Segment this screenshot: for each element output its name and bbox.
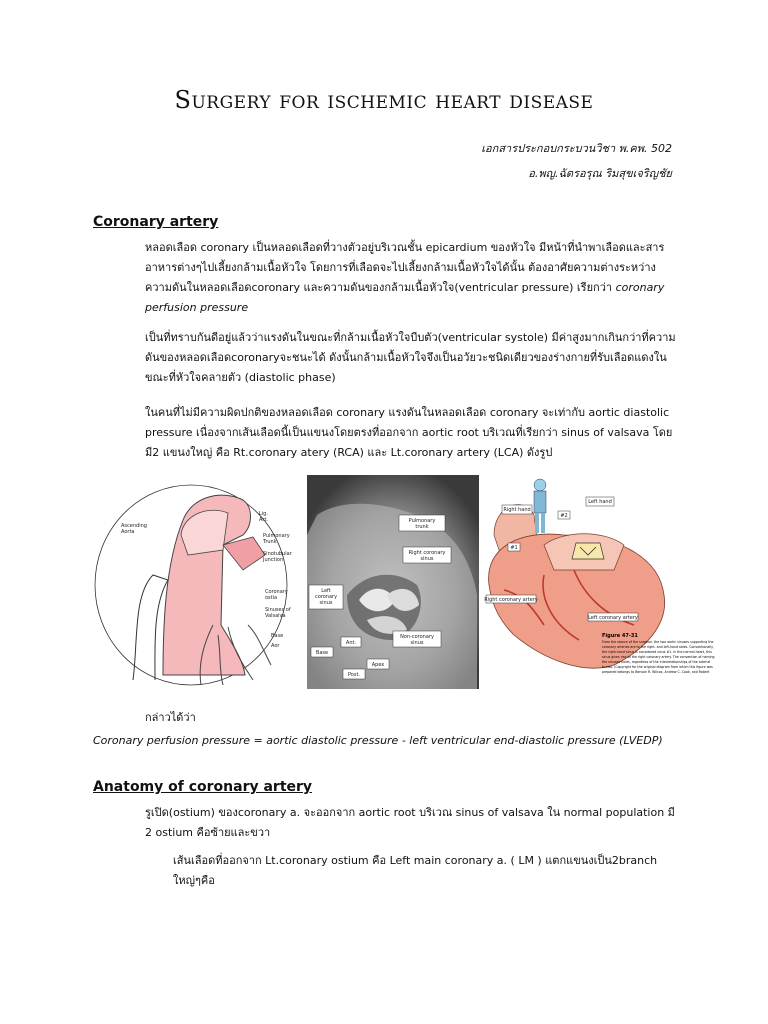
label-ant: Ant.: [345, 640, 357, 646]
aortic-root-diagram: [93, 475, 292, 689]
label-sinotubular: Sinotubular: [263, 551, 292, 557]
paragraph-text: เป็นที่ทราบกันดีอยู่แล้วว่าแรงดันในขณะที่กล้ามเนื้อหัวใจบีบตัว(ventricular systole) มีค่าสูงมากเกินกว่าที่ความดันของหลอดเลือดcoronaryจะชนะได้ ดังนั้นกล้ามเนื้อหัวใจจึงเป็นอวัยวะชนิดเดียวของร่างกายที่รับเลือดแดงในขณะที่หัวใจคลายตัว (diastolic phase): [145, 331, 676, 384]
caption-line: trunks. (Copyright for the original diagram from which this figure was: [602, 665, 713, 669]
label-trunk: trunk: [415, 524, 429, 530]
label-trunk: Trunk: [263, 539, 277, 545]
caption-line: prepared belongs to Benson R. Wilcox, Andrew C. Cook, and Robert: [602, 670, 710, 674]
paragraph-text: รูเปิด(ostium) ของcoronary a. จะออกจาก aortic root บริเวณ sinus of valsava ใน normal population มี 2 ostium คือซ้ายและขวา: [145, 806, 675, 839]
italic-term: coronary perfusion pressure: [145, 281, 665, 314]
label-right-hand: Right hand: [503, 507, 531, 513]
paragraph-text: กล่าวได้ว่า: [145, 711, 196, 724]
caption-line: the sinuses holds, regardless of the interrelationships of the arterial: [602, 660, 711, 664]
paragraph-aortic-pressure: [93, 403, 681, 463]
label-sinus-1: #1: [510, 545, 518, 551]
label-sinus: sinus: [420, 556, 434, 562]
label-post: Post.: [347, 672, 361, 678]
caption-line: coronary arteries are to the right- and left-hand sides. Conventionally,: [602, 645, 715, 649]
label-sinus-2: #2: [560, 513, 568, 519]
label-ascending: Ascending: [121, 523, 147, 529]
label-pulmonary: Pulmonary: [408, 518, 436, 524]
formula-line: Coronary perfusion pressure = aortic diastolic pressure - left ventricular end-diastolic pressure (LVEDP): [93, 734, 663, 747]
paragraph-text: ในคนที่ไม่มีความผิดปกติของหลอดเลือด coronary แรงดันในหลอดเลือด coronary จะเท่ากับ aortic diastolic pressure เนื่องจากเส้นเลือดนี้เป็นแขนงโดยตรงที่ออกจาก aortic root บริเวณที่เรียกว่า sinus of valsava โดยมี2 แขนงใหญ่ คือ Rt.coronary atery (RCA) และ Lt.coronary artery (LCA) ดังรูป: [145, 406, 673, 459]
caption-line: sinus gives rise to the right coronary artery. The convention of naming: [602, 655, 715, 659]
label-right-coronary: Right coronary: [408, 550, 446, 556]
label-left-hand: Left hand: [588, 499, 612, 505]
author-line: อ.พญ.ฉัตรอรุณ ริมสุขเจริญชัย: [528, 167, 672, 180]
label-aor: Aor: [271, 643, 280, 649]
figure-row: [93, 475, 715, 689]
document-title: Surgery for ischemic heart disease: [174, 86, 594, 114]
section-heading-coronary-artery: Coronary artery: [93, 214, 219, 230]
label-coronary: coronary: [314, 594, 338, 600]
label-non-coronary: Non-coronary: [400, 634, 434, 640]
label-junction: Junction: [263, 557, 284, 563]
label-right-coronary-artery: Right coronary artery: [484, 597, 538, 603]
figure-number: Figure 47-31: [602, 633, 638, 639]
course-document-line: เอกสารประกอบกระบวนวิชา พ.คพ. 502: [481, 142, 672, 155]
caption-line: the right-hand sinus is considered sinus #1. In the normal heart, this: [602, 650, 712, 654]
label-base: Base: [271, 633, 284, 639]
paragraph-text: เส้นเลือดที่ออกจาก Lt.coronary ostium คือ Left main coronary a. ( LM ) แตกแขนงเป็น2branch ใหญ่ๆคือ: [173, 854, 658, 887]
paragraph-said: [93, 708, 681, 728]
label-sinus: sinus: [410, 640, 424, 646]
label-lig: Lig.: [259, 511, 268, 517]
section-heading-anatomy: Anatomy of coronary artery: [93, 779, 313, 795]
label-ostia: ostia: [265, 595, 278, 601]
label-left: Left: [321, 588, 331, 594]
paragraph-ostium: [93, 803, 681, 843]
label-valsalva: Valsalva: [265, 613, 286, 619]
paragraph-systole: [93, 328, 681, 388]
label-sinus: sinus: [319, 600, 333, 606]
label-art: Art.: [259, 517, 269, 523]
label-aorta: Aorta: [121, 529, 135, 535]
paragraph-coronary-definition: [93, 238, 681, 318]
label-left-coronary-artery: Left coronary artery: [588, 615, 638, 621]
label-pulmonary: Pulmonary: [263, 533, 290, 539]
label-sinuses-of: Sinuses of: [265, 607, 291, 613]
label-coronary: Coronary: [265, 589, 288, 595]
paragraph-text: หลอดเลือด coronary เป็นหลอดเลือดที่วางตัวอยู่บริเวณชั้น epicardium ของหัวใจ มีหน้าที่นำพาเลือดและสารอาหารต่างๆไปเลี้ยงกล้ามเนื้อหัวใจ โดยการที่เลือดจะไปเลี้ยงกล้ามเนื้อหัวใจได้นั้น ต้องอาศัยความต่างระหว่างความดันในหลอดเลือดcoronary และความดันของกล้ามเนื้อหัวใจ(ventricular pressure) เรียกว่า: [145, 241, 665, 294]
label-base: Base: [315, 650, 329, 656]
paragraph-left-main: [121, 851, 681, 891]
label-apex: Apex: [371, 662, 385, 668]
surgeon-view-heart-diagram: [484, 475, 715, 689]
aortic-root-photo: [307, 475, 479, 689]
caption-line: From the stance of the surgeon, the two aortic sinuses supporting the: [602, 640, 714, 644]
